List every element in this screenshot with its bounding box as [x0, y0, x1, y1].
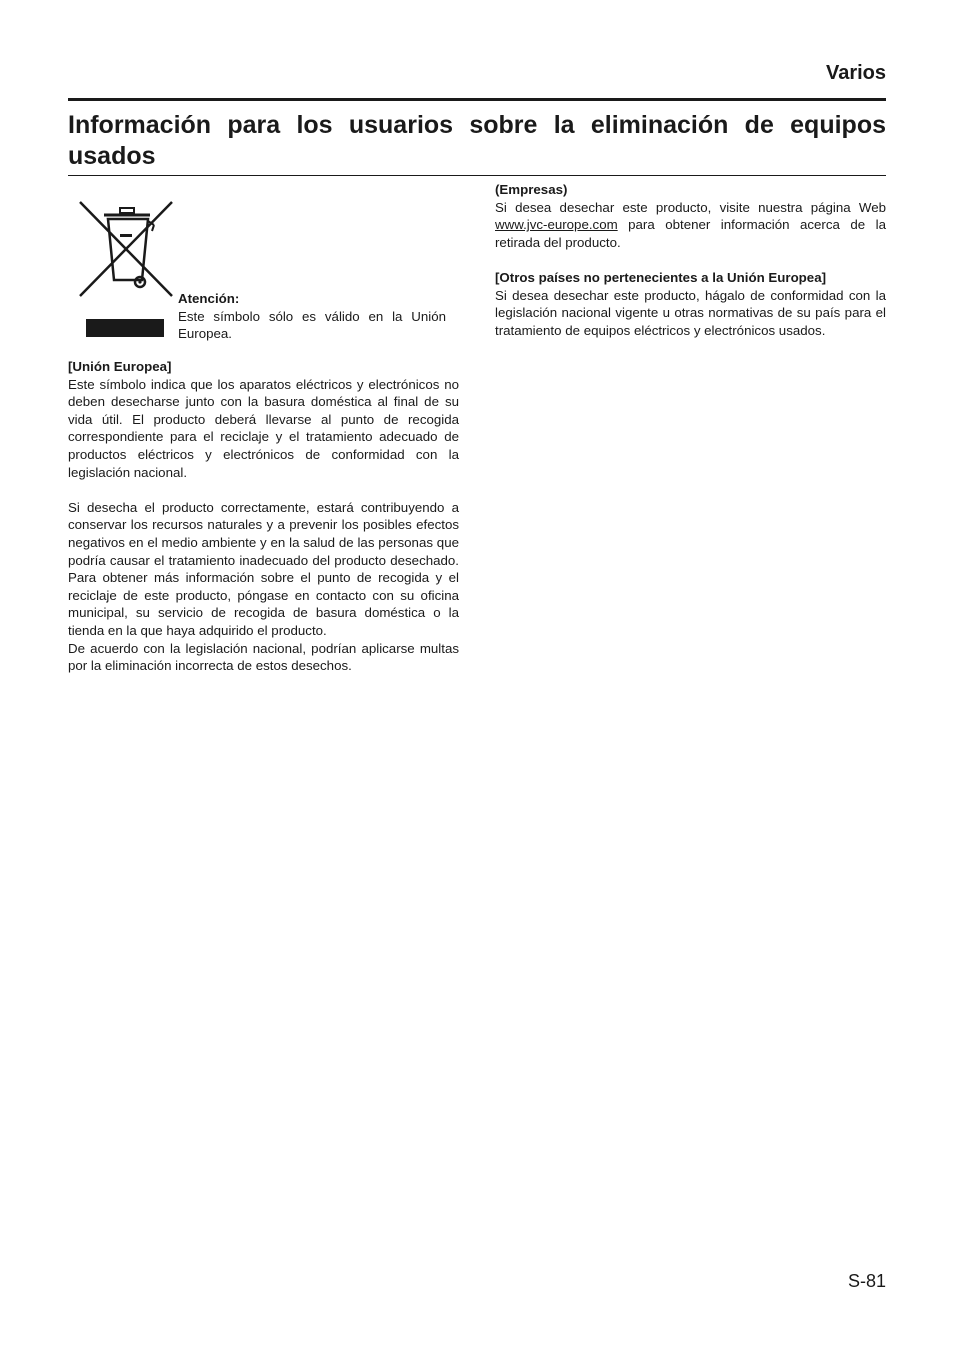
page-title: Información para los usuarios sobre la eliminación de equipos usados — [68, 111, 886, 170]
attention-note — [178, 290, 446, 343]
title-rule — [68, 175, 886, 176]
business-heading: (Empresas) — [495, 182, 568, 197]
business-text-after-link: para obtener información acerca de la retirada del producto. — [495, 217, 886, 250]
eu-heading: [Unión Europea] — [68, 359, 172, 374]
weee-bar — [86, 319, 164, 337]
non-eu-paragraph: Si desea desechar este producto, hágalo de conformidad con la legislación nacional vigente u otras normativas de su país para el tratamiento de equipos eléctricos y electrónicos usados. — [495, 287, 886, 338]
jvc-europe-link[interactable]: www.jvc-europe.com — [495, 217, 618, 233]
non-eu-heading: [Otros países no pertenecientes a la Unión Europea] — [495, 269, 827, 285]
business-section — [495, 181, 886, 251]
attention-label: Atención: — [178, 291, 240, 306]
left-column — [68, 198, 459, 675]
weee-notice — [68, 198, 459, 340]
eu-paragraph-2: Si desecha el producto correctamente, estará contribuyendo a conservar los recursos naturales y a prevenir los posibles efectos negativos en el medio ambiente y en la salud de las personas que podría causar el tratamiento inadecuado del producto desechado. Para obtener más información sobre el punto de recogida y el reciclaje de este producto, póngase en contacto con su oficina municipal, su servicio de recogida de basura doméstica o la tienda en la que haya adquirido el producto. — [68, 499, 459, 638]
header-rule — [68, 98, 886, 101]
eu-paragraph-1: Este símbolo indica que los aparatos eléctricos y electrónicos no deben desecharse junto con la basura doméstica al final de su vida útil. El producto deberá llevarse al punto de recogida correspondiente para el reciclaje y el tratamiento adecuado de productos eléctricos y electrónicos de conformidad con la legislación nacional. — [68, 376, 459, 480]
attention-text: Este símbolo sólo es válido en la Unión Europea. — [178, 308, 446, 342]
eu-paragraph-3: De acuerdo con la legislación nacional, podrían aplicarse multas por la eliminación incorrecta de estos desechos. — [68, 640, 459, 674]
right-column — [495, 181, 886, 339]
business-text-before-link: Si desea desechar este producto, visite nuestra página Web — [495, 199, 886, 215]
eu-section — [68, 358, 459, 675]
business-paragraph — [495, 199, 886, 252]
page-number: S-81 — [847, 1271, 886, 1291]
non-eu-section — [495, 269, 886, 339]
crossed-out-wheelie-bin-icon — [78, 198, 176, 300]
section-label: Varios — [825, 62, 886, 84]
